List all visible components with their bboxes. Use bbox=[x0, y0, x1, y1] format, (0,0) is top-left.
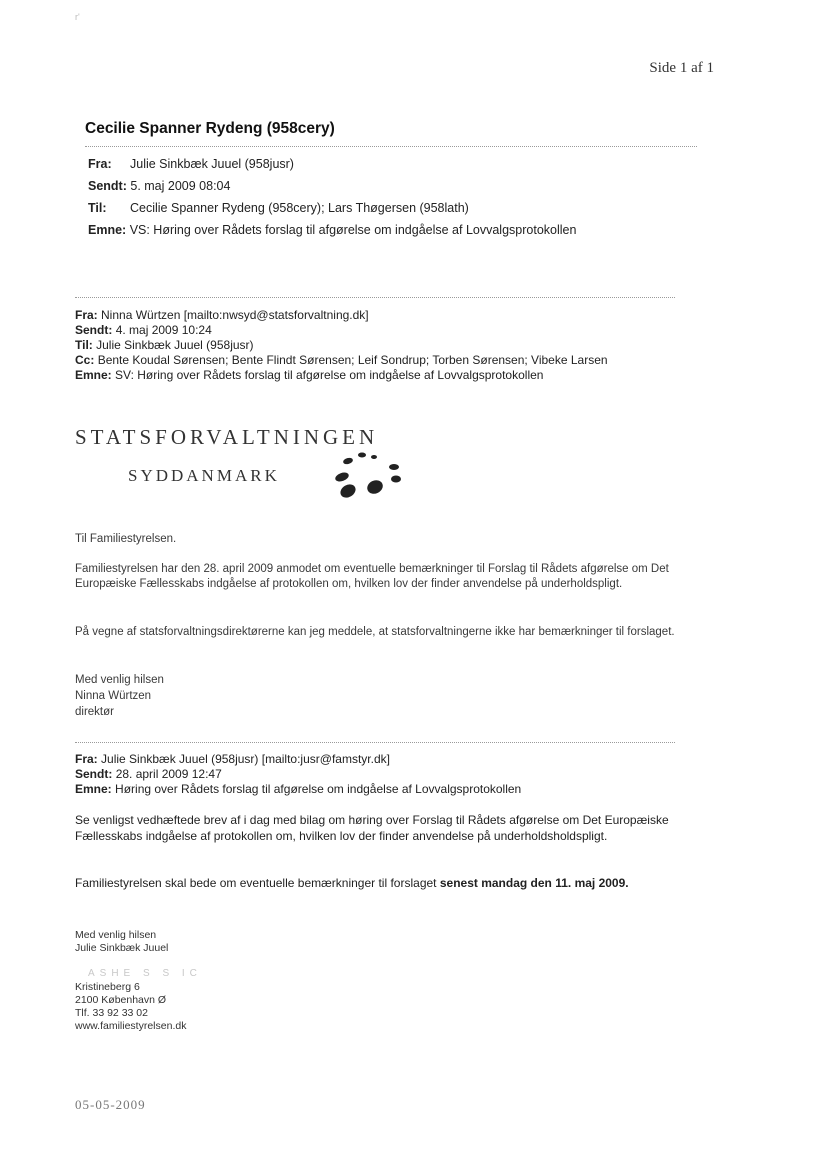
logo-text-bottom: SYDDANMARK bbox=[128, 466, 280, 485]
letter1-closing: Med venlig hilsen bbox=[75, 674, 164, 686]
header-sent: Sendt: 5. maj 2009 08:04 bbox=[88, 179, 231, 193]
letter1-paragraph-2: På vegne af statsforvaltningsdirektørerne kan jeg meddele, at statsforvaltningerne ikke har bemærkninger til forslaget. bbox=[75, 626, 675, 638]
letter2-paragraph-2: Familiestyrelsen skal bede om eventuelle bemærkninger til forslaget senest mandag den 11. maj 2009. bbox=[75, 876, 629, 890]
letter1-name: Ninna Würtzen bbox=[75, 690, 152, 702]
signature-website: www.familiestyrelsen.dk bbox=[75, 1020, 187, 1032]
signature-faded-org: ASHE S S IC bbox=[88, 968, 202, 979]
title-divider bbox=[85, 146, 697, 147]
forward2-subject: Emne: Høring over Rådets forslag til afgørelse om indgåelse af Lovvalgsprotokollen bbox=[75, 782, 522, 796]
letter1-role: direktør bbox=[75, 706, 114, 718]
forward2-divider bbox=[75, 742, 675, 743]
header-to: Til: Cecilie Spanner Rydeng (958cery); Lars Thøgersen (958lath) bbox=[88, 201, 469, 215]
header-subject: Emne: VS: Høring over Rådets forslag til afgørelse om indgåelse af Lovvalgsprotokollen bbox=[88, 223, 577, 237]
forward1-sent: Sendt: 4. maj 2009 10:24 bbox=[75, 323, 212, 337]
page-number: Side 1 af 1 bbox=[649, 60, 714, 76]
scan-mark: r' bbox=[75, 12, 80, 22]
letter1-paragraph-1: Familiestyrelsen har den 28. april 2009 anmodet om eventuelle bemærkninger til Forslag til Rådets afgørelse om Det Europæiske Fællesskabs indgåelse af protokollen om, hvilken lov der finder anvendelse på underholdspligt. bbox=[75, 563, 669, 590]
signature-name: Julie Sinkbæk Juuel bbox=[75, 942, 169, 954]
forward1-to: Til: Julie Sinkbæk Juuel (958jusr) bbox=[75, 338, 254, 352]
page-title: Cecilie Spanner Rydeng (958cery) bbox=[85, 120, 335, 137]
forward2-sent: Sendt: 28. april 2009 12:47 bbox=[75, 767, 222, 781]
signature-street: Kristineberg 6 bbox=[75, 981, 140, 993]
forward1-subject: Emne: SV: Høring over Rådets forslag til afgørelse om indgåelse af Lovvalgsprotokollen bbox=[75, 368, 544, 382]
forward1-divider bbox=[75, 297, 675, 298]
forward1-from: Fra: Ninna Würtzen [mailto:nwsyd@statsforvaltning.dk] bbox=[75, 308, 369, 322]
signature-city: 2100 København Ø bbox=[75, 994, 167, 1006]
forward2-from: Fra: Julie Sinkbæk Juuel (958jusr) [mailto:jusr@famstyr.dk] bbox=[75, 752, 390, 766]
logo-dots-icon bbox=[328, 445, 408, 503]
header-from: Fra: Julie Sinkbæk Juuel (958jusr) bbox=[88, 157, 294, 171]
forward1-cc: Cc: Bente Koudal Sørensen; Bente Flindt Sørensen; Leif Sondrup; Torben Sørensen; Vibeke Larsen bbox=[75, 353, 608, 367]
signature-phone: Tlf. 33 92 33 02 bbox=[75, 1007, 148, 1019]
logo-text-top: STATSFORVALTNINGEN bbox=[75, 425, 379, 449]
letter2-paragraph-1: Se venligst vedhæftede brev af i dag med bilag om høring over Forslag til Rådets afgørelse om Det Europæiske Fællesskabs indgåelse af protokollen om, hvilken lov der finder anvendelse på underholdsholdspligt. bbox=[75, 813, 669, 843]
signature-closing: Med venlig hilsen bbox=[75, 929, 157, 941]
letter1-salutation: Til Familiestyrelsen. bbox=[75, 533, 177, 545]
stamp-date: 05-05-2009 bbox=[75, 1097, 146, 1112]
